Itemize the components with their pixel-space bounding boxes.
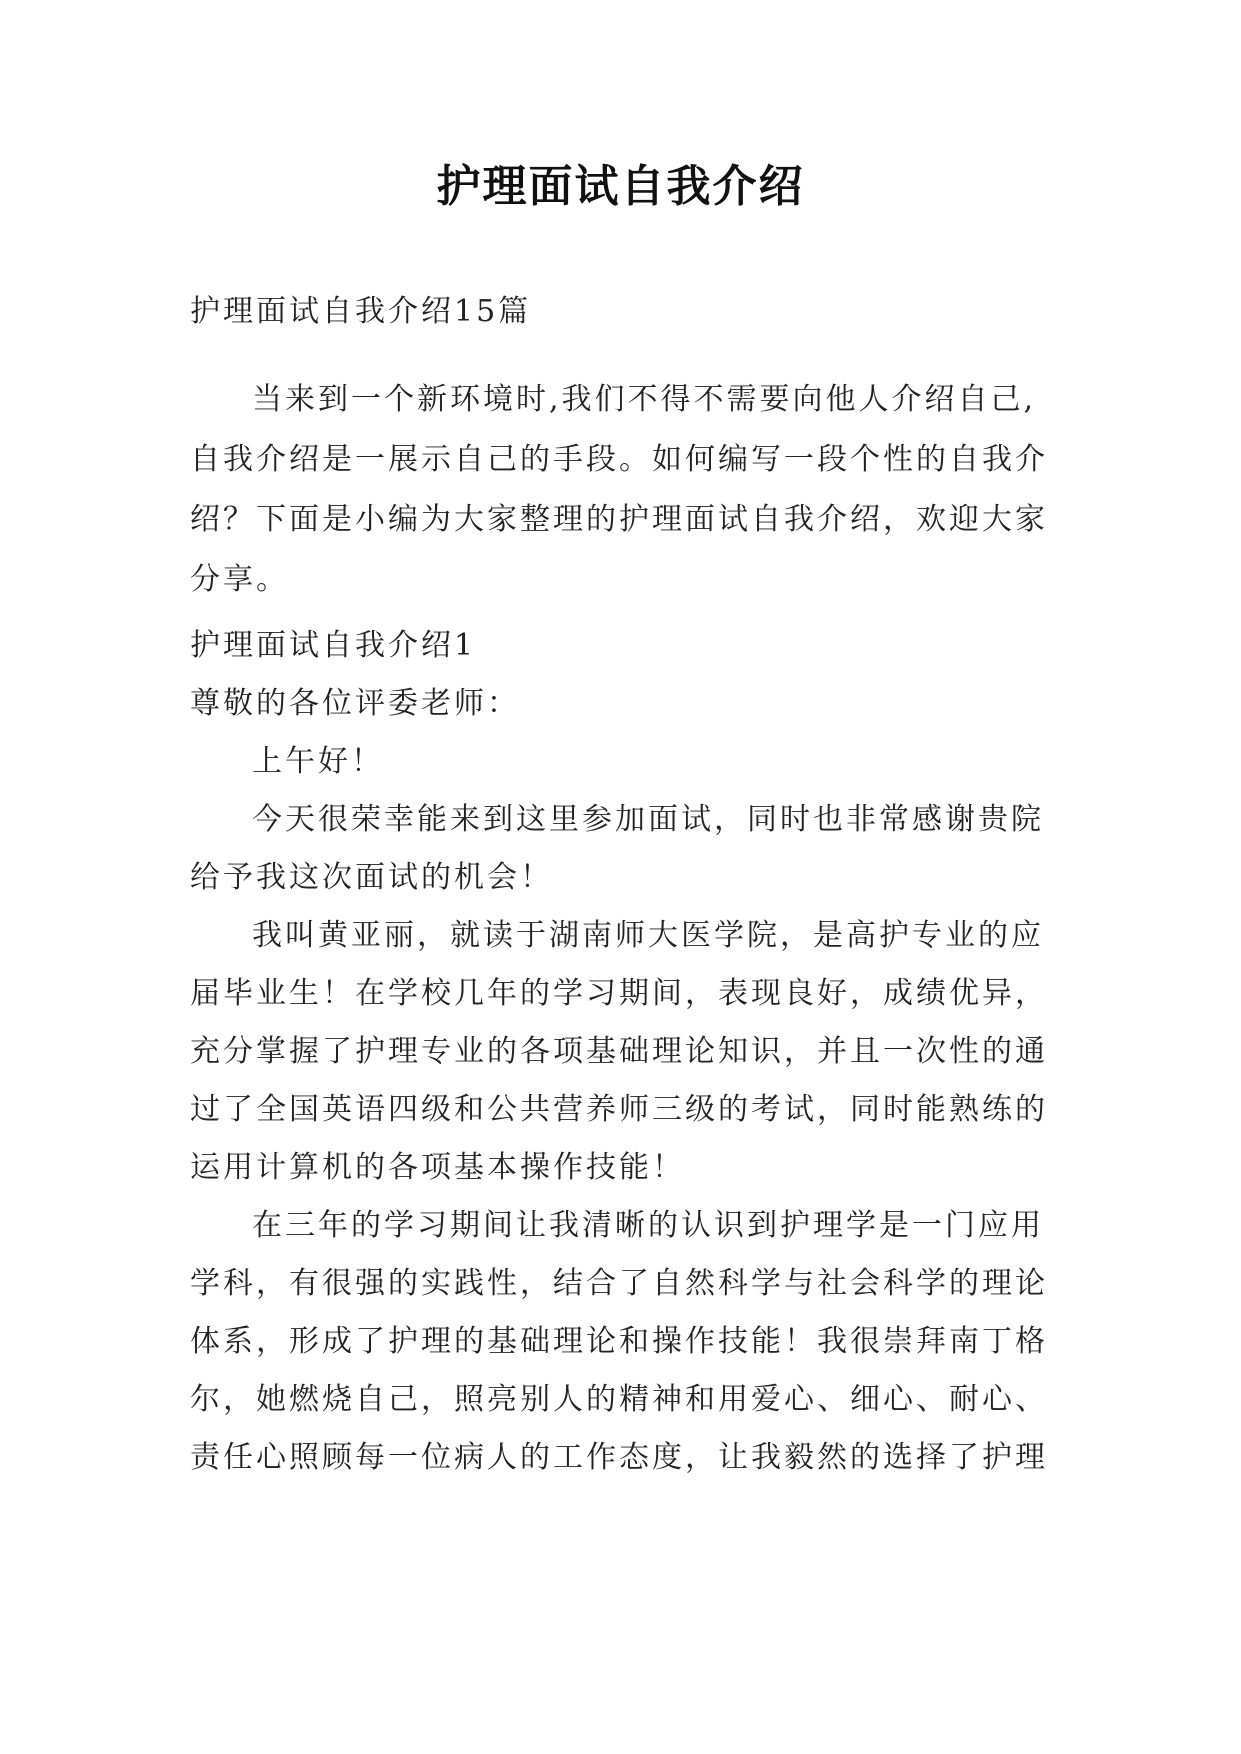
document-subtitle: 护理面试自我介绍15篇: [190, 294, 532, 329]
salutation: 尊敬的各位评委老师：: [190, 686, 520, 721]
body-paragraph: 今天很荣幸能来到这里参加面试，同时也非常感谢贵院给予我这次面试的机会！: [190, 802, 1044, 895]
section-block: [190, 617, 1055, 1487]
greeting: 上午好！: [252, 744, 384, 779]
body-paragraph: 在三年的学习期间让我清晰的认识到护理学是一门应用学科，有很强的实践性，结合了自然科学与社会科学的理论体系，形成了护理的基础理论和操作技能！我很崇拜南丁格尔，她燃烧自己，照亮别人的精神和用爱心、细心、耐心、责任心照顾每一位病人的工作态度，让我毅然的选择了护理: [190, 1208, 1048, 1475]
section-heading: 护理面试自我介绍1: [190, 628, 477, 663]
intro-paragraph: 当来到一个新环境时,我们不得不需要向他人介绍自己,自我介绍是一展示自己的手段。如何编写一段个性的自我介绍？下面是小编为大家整理的护理面试自我介绍，欢迎大家分享。: [190, 382, 1048, 597]
body-paragraph: 我叫黄亚丽，就读于湖南师大医学院，是高护专业的应届毕业生！在学校几年的学习期间，表现良好，成绩优异，充分掌握了护理专业的各项基础理论知识，并且一次性的通过了全国英语四级和公共营养师三级的考试，同时能熟练的运用计算机的各项基本操作技能！: [190, 918, 1048, 1185]
document-title: 护理面试自我介绍: [436, 161, 805, 212]
intro-block: [190, 370, 1055, 610]
